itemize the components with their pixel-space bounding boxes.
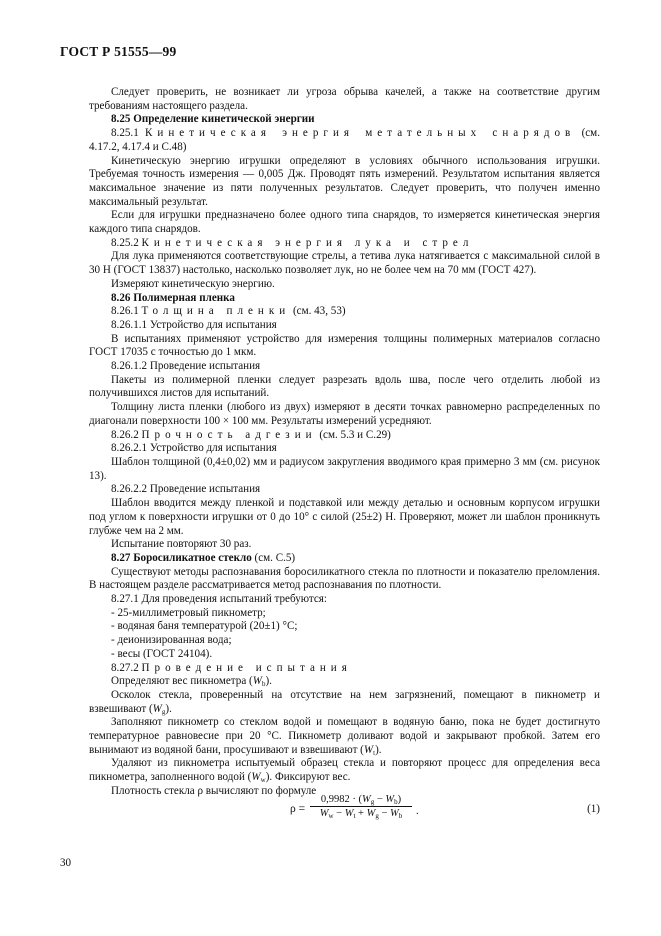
paragraph: Для лука применяются соответствующие стрелы, а тетива лука натягивается с максимальной силой в 30 Н (ГОСТ 13837) настолько, насколько позволяет лук, но не более чем на 70 мм (ГОСТ 427).	[89, 250, 600, 277]
density-formula	[290, 794, 600, 834]
paragraph: Шаблон вводится между пленкой и подставкой или между деталью и основным корпусом игрушки под углом к поверхности игрушки от 0 до 10° с силой (25±2) Н. Проверяют, может ли шаблон проникнуть глубже чем на 2 мм.	[89, 497, 600, 537]
paragraph: Следует проверить, не возникает ли угроза обрыва качелей, а также на соответствие другим требованиям настоящего раздела.	[89, 86, 600, 112]
subsection-8-26-1-2: 8.26.1.2 Проведение испытания	[111, 360, 261, 373]
document-header: ГОСТ Р 51555—99	[60, 44, 177, 59]
page-number: 30	[60, 857, 72, 869]
paragraph: Испытание повторяют 30 раз.	[111, 538, 252, 551]
paragraph: Шаблон толщиной (0,4±0,02) мм и радиусом закругления вводимого края примерно 3 мм (см. рисунок 13).	[89, 455, 600, 482]
paragraph: Определяют вес пикнометра $(W_b)$.	[111, 675, 272, 689]
subsection-8-25-2: 8.25.2 Кинетическая энергия лука и стрел	[111, 236, 474, 249]
section-heading-8-25: 8.25 Определение кинетической энергии	[111, 113, 315, 126]
paragraph: Кинетическую энергию игрушки определяют в условиях обычного использования игрушки. Требуемая точность измерения — 0,005 Дж. Проводят пять измерений. Результатом испытания является максимальное значение из пяти полученных результатов. Следует проверить, что получен именно максимальный результат.	[89, 154, 600, 208]
formula-fraction	[310, 794, 412, 819]
document-body	[89, 86, 600, 799]
subsection-8-25-1: 8.25.1 Кинетическая энергия метательных снарядов (см. 4.17.2, 4.17.4 и С.48)	[89, 127, 600, 153]
paragraph: Если для игрушки предназначено более одного типа снарядов, то измеряется кинетическая энергия каждого типа снарядов.	[89, 209, 600, 236]
list-item: - водяная баня температурой (20±1) °С;	[111, 620, 298, 633]
list-item: - весы (ГОСТ 24104).	[111, 647, 213, 660]
formula-numerator: $0,9982 \cdot (W_g - W_b)$	[310, 794, 412, 807]
subsection-8-27-2: 8.27.2 Проведение испытания	[111, 661, 352, 674]
subsection-8-26-1: 8.26.1 Толщина пленки (см. 43, 53)	[111, 305, 346, 318]
formula-denominator: $W_w - W_t + W_g - W_b$	[319, 808, 403, 820]
section-heading-8-27: 8.27 Боросиликатное стекло (см. С.5)	[111, 551, 296, 564]
formula-lhs: ρ =	[290, 803, 306, 815]
paragraph: Плотность стекла ρ вычисляют по формуле	[111, 784, 317, 797]
formula-period: .	[416, 806, 419, 817]
paragraph: Осколок стекла, проверенный на отсутствие на нем загрязнений, помещают в пикнометр и взвешивают $(W_g)$.	[89, 688, 600, 716]
subsection-8-26-2-2: 8.26.2.2 Проведение испытания	[111, 483, 261, 496]
paragraph: Удаляют из пикнометра испытуемый образец стекла и повторяют процесс для определения веса пикнометра, заполненного водой $(W_w)$. Фиксируют вес.	[89, 757, 600, 785]
paragraph: Заполняют пикнометр со стеклом водой и помещают в водяную баню, пока не будет достигнуто температурное равновесие при 20 °С. Пикнометр доливают водой и закрывают пробкой. Затем его вынимают из водяной бани, просушивают и взвешивают $(W_t)$.	[89, 716, 600, 757]
formula-number: (1)	[587, 803, 600, 815]
paragraph: Существуют методы распознавания боросиликатного стекла по плотности и показателю преломления. В настоящем разделе рассматривается метод распознавания по плотности.	[89, 565, 600, 592]
subsection-8-27-1: 8.27.1 Для проведения испытаний требуются:	[111, 593, 327, 606]
list-item: - 25-миллиметровый пикнометр;	[111, 606, 266, 619]
subsection-8-26-2-1: 8.26.2.1 Устройство для испытания	[111, 442, 277, 455]
paragraph: Пакеты из полимерной пленки следует разрезать вдоль шва, после чего отделить любой из получившихся листов для испытаний.	[89, 373, 600, 400]
paragraph: Толщину листа пленки (любого из двух) измеряют в десяти точках равномерно распределенных по диагонали поверхности 100 × 100 мм. Результаты измерений усредняют.	[89, 401, 600, 427]
subsection-8-26-1-1: 8.26.1.1 Устройство для испытания	[111, 318, 277, 331]
paragraph: В испытаниях применяют устройство для измерения толщины полимерных материалов согласно ГОСТ 17035 с точностью до 1 мкм.	[89, 332, 600, 359]
subsection-8-26-2: 8.26.2 Прочность адгезии (см. 5.3 и С.29)	[111, 428, 391, 441]
list-item: - деионизированная вода;	[111, 634, 232, 647]
paragraph: Измеряют кинетическую энергию.	[111, 277, 275, 290]
section-heading-8-26: 8.26 Полимерная пленка	[111, 291, 235, 304]
